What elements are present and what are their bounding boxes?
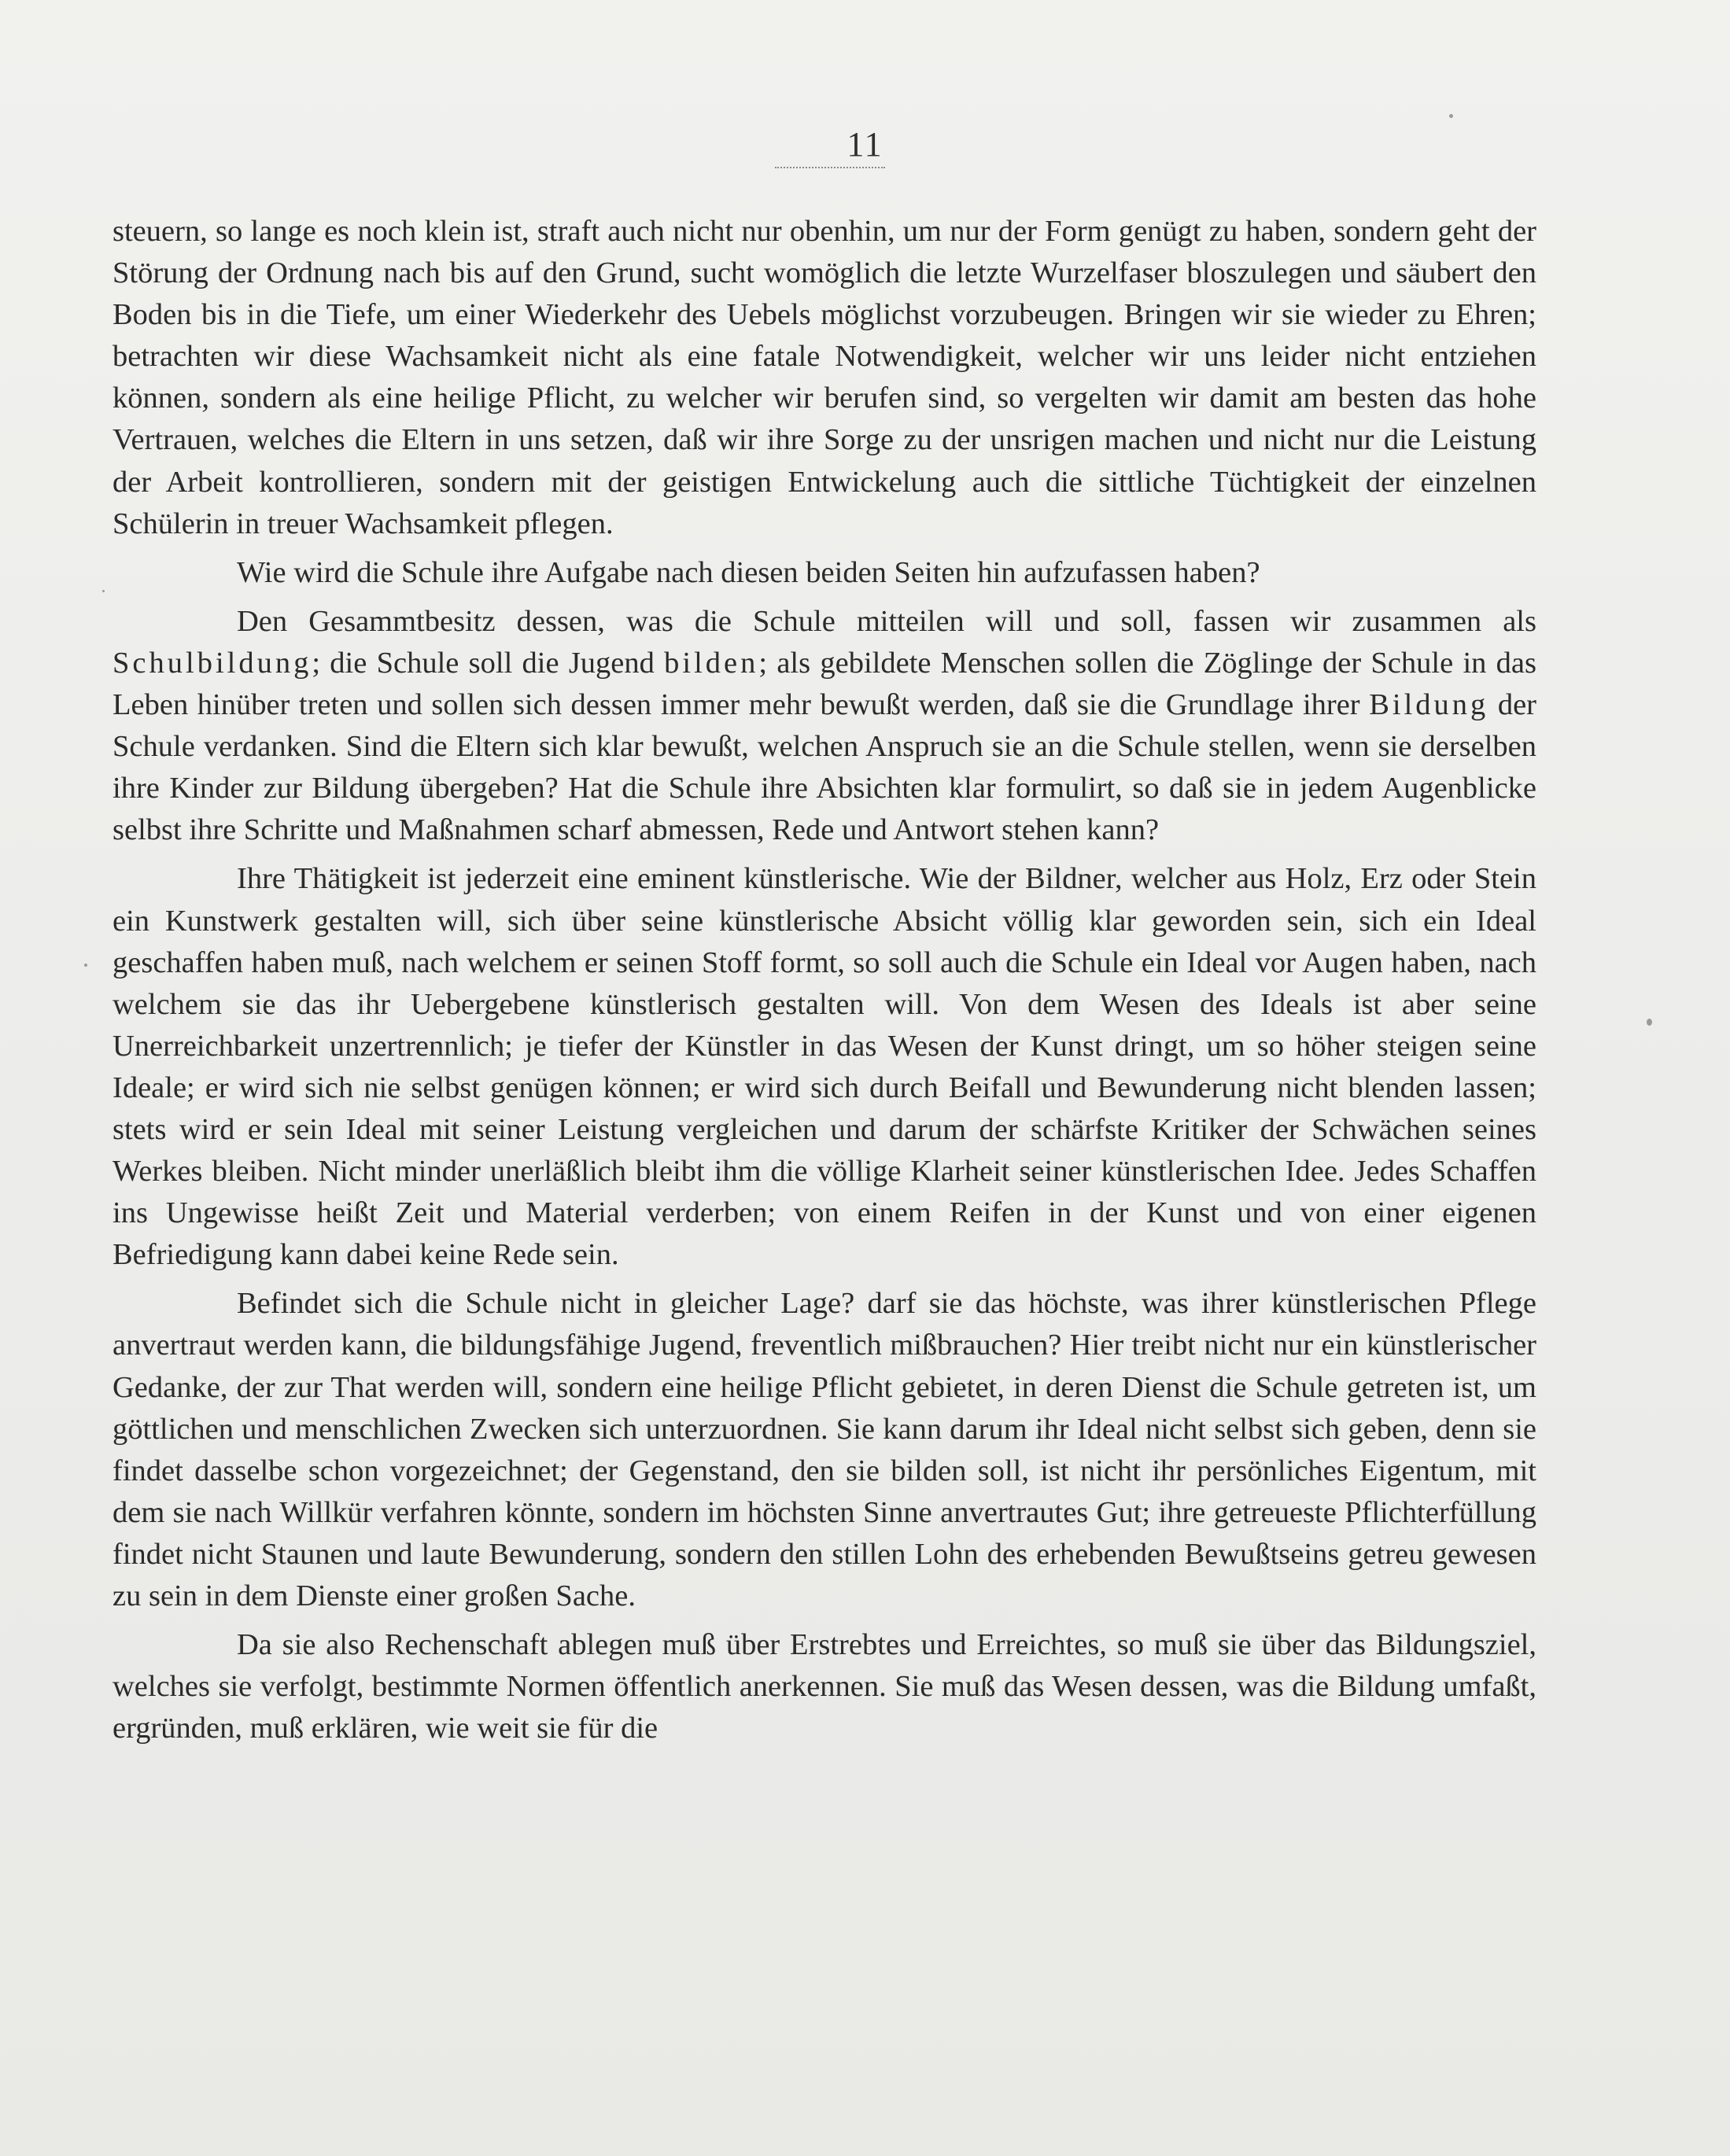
paragraph-4: Ihre Thätigkeit ist jederzeit eine eminent künstlerische. Wie der Bildner, welcher aus Holz, Erz oder Stein ein Kunstwerk gestalten will, sich über seine künstlerische Absicht völlig klar geworden sein, sich ein Ideal geschaffen haben muß, nach welchem er seinen Stoff formt, so soll auch die Schule ein Ideal vor Augen haben, nach welchem sie das ihr Uebergebene künstlerisch gestalten will. Von dem Wesen des Ideals ist aber seine Unerreichbarkeit unzertrennlich; je tiefer der Künstler in das Wesen der Kunst dringt, um so höher steigen seine Ideale; er wird sich nie selbst genügen können; er wird sich durch Beifall und Bewunderung nicht blenden lassen; stets wird er sein Ideal mit seiner Leistung vergleichen und darum der schärfste Kritiker der Schwächen seines Werkes bleiben. Nicht minder unerläßlich bleibt ihm die völlige Klarheit seiner künstlerischen Idee. Jedes Schaffen ins Ungewisse heißt Zeit und Material verderben; von einem Reifen in der Kunst und von einer eigenen Befriedigung kann dabei keine Rede sein. [113,862,1536,1272]
paragraph-6: Da sie also Rechenschaft ablegen muß über Erstrebtes und Erreichtes, so muß sie über das Bildungsziel, welches sie verfolgt, bestimmte Normen öffentlich anerkennen. Sie muß das Wesen dessen, was die Bildung umfaßt, ergründen, muß erklären, wie weit sie für die [113,1628,1536,1745]
paragraph-3-text-c: ; als gebildete Menschen sollen die Zöglinge der Schule in das Leben hinüber treten und sollen sich dessen immer mehr bewußt werden, daß sie die Grundlage ihrer [113,646,1536,722]
page-number-ornament-rule [775,167,885,171]
paragraph-3 [113,601,1536,852]
emphasis-bildung: Bildung [1369,688,1489,722]
scan-speck [1647,1019,1652,1026]
paragraph-2: Wie wird die Schule ihre Aufgabe nach diesen beiden Seiten hin aufzufassen haben? [237,555,1260,589]
paragraph-5: Befindet sich die Schule nicht in gleicher Lage? darf sie das höchste, was ihrer künstlerischen Pflege anvertraut werden kann, die bildungsfähige Jugend, freventlich mißbrauchen? Hier treibt nicht nur ein künstlerischer Gedanke, der zur That werden will, sondern eine heilige Pflicht gebietet, in deren Dienst die Schule getreten ist, um göttlichen und menschlichen Zwecken sich unterzuordnen. Sie kann darum ihr Ideal nicht selbst sich geben, denn sie findet dasselbe schon vorgezeichnet; der Gegenstand, den sie bilden soll, ist nicht ihr persönliches Eigentum, mit dem sie nach Willkür verfahren könnte, sondern im höchsten Sinne anvertrautes Gut; ihre getreueste Pflichterfüllung findet nicht Staunen und laute Bewunderung, sondern den stillen Lohn des erhebenden Bewußtseins getreu gewesen zu sein in dem Dienste einer großen Sache. [113,1287,1536,1612]
scan-speck [84,964,87,967]
scan-speck [102,590,105,592]
paragraph-1: steuern, so lange es noch klein ist, straft auch nicht nur obenhin, um nur der Form genügt zu haben, sondern geht der Störung der Ordnung nach bis auf den Grund, sucht womöglich die letzte Wurzelfaser bloszulegen und säubert den Boden bis in die Tiefe, um einer Wiederkehr des Uebels möglichst vorzubeugen. Bringen wir sie wieder zu Ehren; betrachten wir diese Wachsamkeit nicht als eine fatale Notwendigkeit, welcher wir uns leider nicht entziehen können, sondern als eine heilige Pflicht, zu welcher wir berufen sind, so vergelten wir damit am besten das hohe Vertrauen, welches die Eltern in uns setzen, daß wir ihre Sorge zu der unsrigen machen und nicht nur die Leistung der Arbeit kontrollieren, sondern mit der geistigen Entwickelung auch die sittliche Tüchtigkeit der einzelnen Schülerin in treuer Wachsamkeit pflegen. [113,215,1536,540]
emphasis-schulbildung: Schulbildung [113,646,312,680]
scan-speck [1449,114,1453,118]
page-number: 11 [847,125,883,164]
paragraph-3-text-a: Den Gesammtbesitz dessen, was die Schule mitteilen will und soll, fassen wir zusammen als [237,604,1536,638]
body-text [113,211,1536,1756]
paragraph-3-text-b: ; die Schule soll die Jugend [312,646,665,680]
paragraph-3-text-d: der Schule verdanken. Sind die Eltern sich klar bewußt, welchen Anspruch sie an die Schule stellen, wenn sie derselben ihre Kinder zur Bildung übergeben? Hat die Schule ihre Absichten klar formulirt, so daß sie in jedem Augenblicke selbst ihre Schritte und Maßnahmen scharf abmessen, Rede und Antwort stehen kann? [113,688,1536,847]
emphasis-bilden: bilden [664,646,759,680]
